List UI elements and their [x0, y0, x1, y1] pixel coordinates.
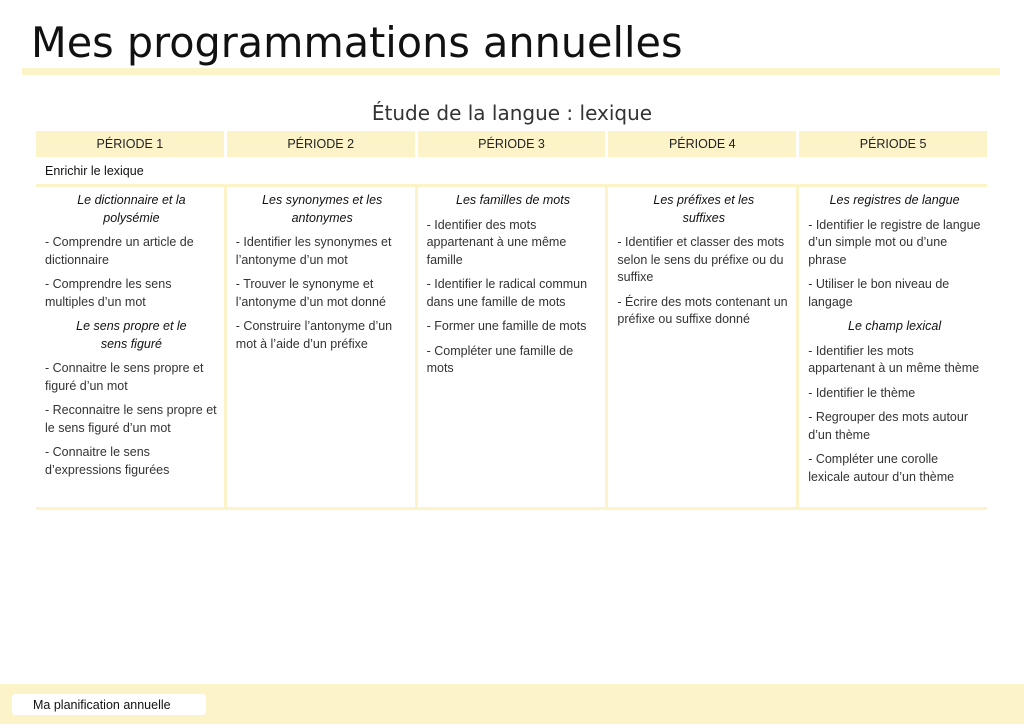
topic-title: Les familles de mots — [456, 193, 570, 207]
table-subtitle: Étude de la langue : lexique — [371, 101, 653, 125]
topic-title: Les préfixes et les suffixes — [653, 193, 755, 225]
topic-title: Le sens propre et le sens figuré — [76, 319, 187, 351]
period-header-2: PÉRIODE 2 — [227, 131, 415, 157]
content-row — [36, 187, 987, 510]
period-header-4: PÉRIODE 4 — [608, 131, 796, 157]
topic-item: - Former une famille de mots — [426, 319, 587, 333]
programming-table — [36, 131, 987, 510]
topic-item: - Connaitre le sens propre et figuré d’un mot — [45, 361, 204, 393]
topic-item: - Trouver le synonyme et l’antonyme d’un mot donné — [235, 277, 386, 309]
topic-item: - Identifier et classer des mots selon le sens du préfixe ou du suffixe — [617, 235, 785, 284]
topic-item: - Connaitre le sens d’expressions figurées — [45, 445, 170, 477]
period-header-5: PÉRIODE 5 — [799, 131, 987, 157]
topic-title: Le dictionnaire et la polysémie — [77, 193, 186, 225]
topic-item: - Regrouper des mots autour d’un thème — [808, 410, 968, 442]
page-title: Mes programmations annuelles — [31, 18, 683, 67]
topic-item: - Utiliser le bon niveau de langage — [808, 277, 950, 309]
period-header-row — [36, 131, 987, 157]
period-header-3: PÉRIODE 3 — [418, 131, 606, 157]
period-3-column — [418, 187, 609, 507]
topic-item: - Comprendre les sens multiples d’un mot — [45, 277, 172, 309]
topic-item: - Identifier le radical commun dans une famille de mots — [426, 277, 588, 309]
topic-item: - Identifier les mots appartenant à un même thème — [808, 343, 980, 375]
period-4-column — [608, 187, 799, 507]
topic-item: - Écrire des mots contenant un préfixe ou suffixe donné — [617, 294, 788, 326]
topic-item: - Compléter une corolle lexicale autour d’un thème — [808, 452, 955, 484]
topic-item: - Construire l’antonyme d’un mot à l’aide d’un préfixe — [235, 319, 393, 351]
topic-item: - Identifier le thème — [808, 385, 916, 400]
topic-item: - Identifier des mots appartenant à une même famille — [426, 217, 567, 267]
topic-title: Les registres de langue — [829, 193, 960, 207]
footer-section-label: Ma planification annuelle — [12, 694, 206, 715]
title-underline — [22, 68, 1000, 75]
period-5-column — [799, 187, 987, 507]
topic-item: - Compléter une famille de mots — [426, 343, 574, 375]
topic-title: Le champ lexical — [848, 319, 942, 333]
period-2-column — [227, 187, 418, 507]
topic-item: - Comprendre un article de dictionnaire — [45, 235, 194, 267]
period-header-1: PÉRIODE 1 — [36, 131, 224, 157]
topic-item: - Identifier le registre de langue d’un simple mot ou d’une phrase — [808, 217, 981, 267]
topic-title: Les synonymes et les antonymes — [262, 193, 383, 225]
section-label: Enrichir le lexique — [36, 157, 987, 187]
topic-item: - Reconnaitre le sens propre et le sens figuré d’un mot — [45, 403, 217, 435]
topic-item: - Identifier les synonymes et l’antonyme d’un mot — [235, 235, 392, 267]
period-1-column — [36, 187, 227, 507]
